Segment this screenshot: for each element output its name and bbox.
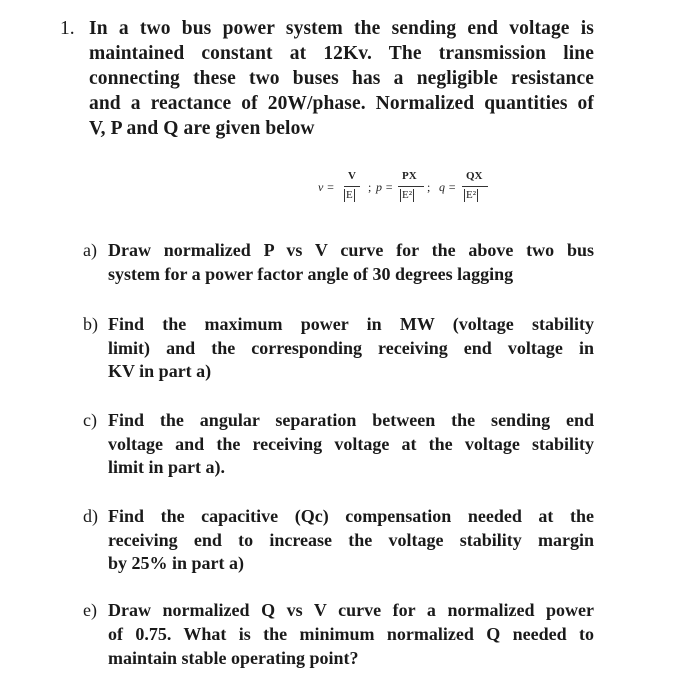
part-b-line-3: KV in part a) — [108, 361, 212, 381]
formula-v-numerator: V — [348, 170, 356, 182]
formula-p-bar — [398, 186, 424, 187]
formula-p-numerator: PX — [402, 170, 417, 182]
part-c-label: c) — [83, 410, 97, 430]
part-c-line-1: Find the angular separation between the sending end — [108, 410, 594, 430]
part-c-line-3: limit in part a). — [108, 457, 225, 477]
question-line-2: maintained constant at 12Kv. The transmission line — [89, 43, 594, 64]
question-line-4: and a reactance of 20W/phase. Normalized quantities of — [89, 93, 594, 114]
formula-v-symbol: v = — [318, 180, 335, 194]
part-e-line-1: Draw normalized Q vs V curve for a normalized power — [108, 600, 594, 620]
normalization-formula — [318, 168, 493, 214]
part-d-line-2: receiving end to increase the voltage stability margin — [108, 530, 594, 550]
formula-q-numerator: QX — [466, 170, 483, 182]
formula-p-symbol: p = — [376, 180, 394, 194]
part-a-line-1: Draw normalized P vs V curve for the above two bus — [108, 240, 594, 260]
part-d-line-3: by 25% in part a) — [108, 553, 245, 573]
formula-v-bar — [344, 186, 360, 187]
part-b-line-2: limit) and the corresponding receiving end voltage in — [108, 338, 594, 358]
question-line-3: connecting these two buses has a negligible resistance — [89, 68, 594, 89]
part-b-line-1: Find the maximum power in MW (voltage stability — [108, 314, 594, 334]
part-a-line-2: system for a power factor angle of 30 degrees lagging — [108, 264, 514, 284]
formula-q-symbol: q = — [439, 180, 457, 194]
part-d-line-1: Find the capacitive (Qc) compensation needed at the — [108, 506, 594, 526]
question-line-5: V, P and Q are given below — [89, 118, 315, 139]
part-e-line-3: maintain stable operating point? — [108, 648, 359, 668]
formula-p-denominator: E² — [402, 189, 413, 201]
question-number: 1. — [60, 18, 75, 39]
formula-separator-1: ; — [368, 180, 372, 194]
formula-separator-2: ; — [427, 180, 431, 194]
formula-v-denominator: E — [346, 189, 353, 201]
part-d-label: d) — [83, 506, 98, 526]
formula-q-denominator: E² — [466, 189, 477, 201]
formula-q-bar — [462, 186, 488, 187]
part-c-line-2: voltage and the receiving voltage at the voltage stability — [108, 434, 594, 454]
question-line-1: In a two bus power system the sending end voltage is — [89, 18, 594, 39]
part-a-label: a) — [83, 240, 97, 260]
part-e-label: e) — [83, 600, 97, 620]
part-b-label: b) — [83, 314, 98, 334]
part-e-line-2: of 0.75. What is the minimum normalized Q needed to — [108, 624, 594, 644]
